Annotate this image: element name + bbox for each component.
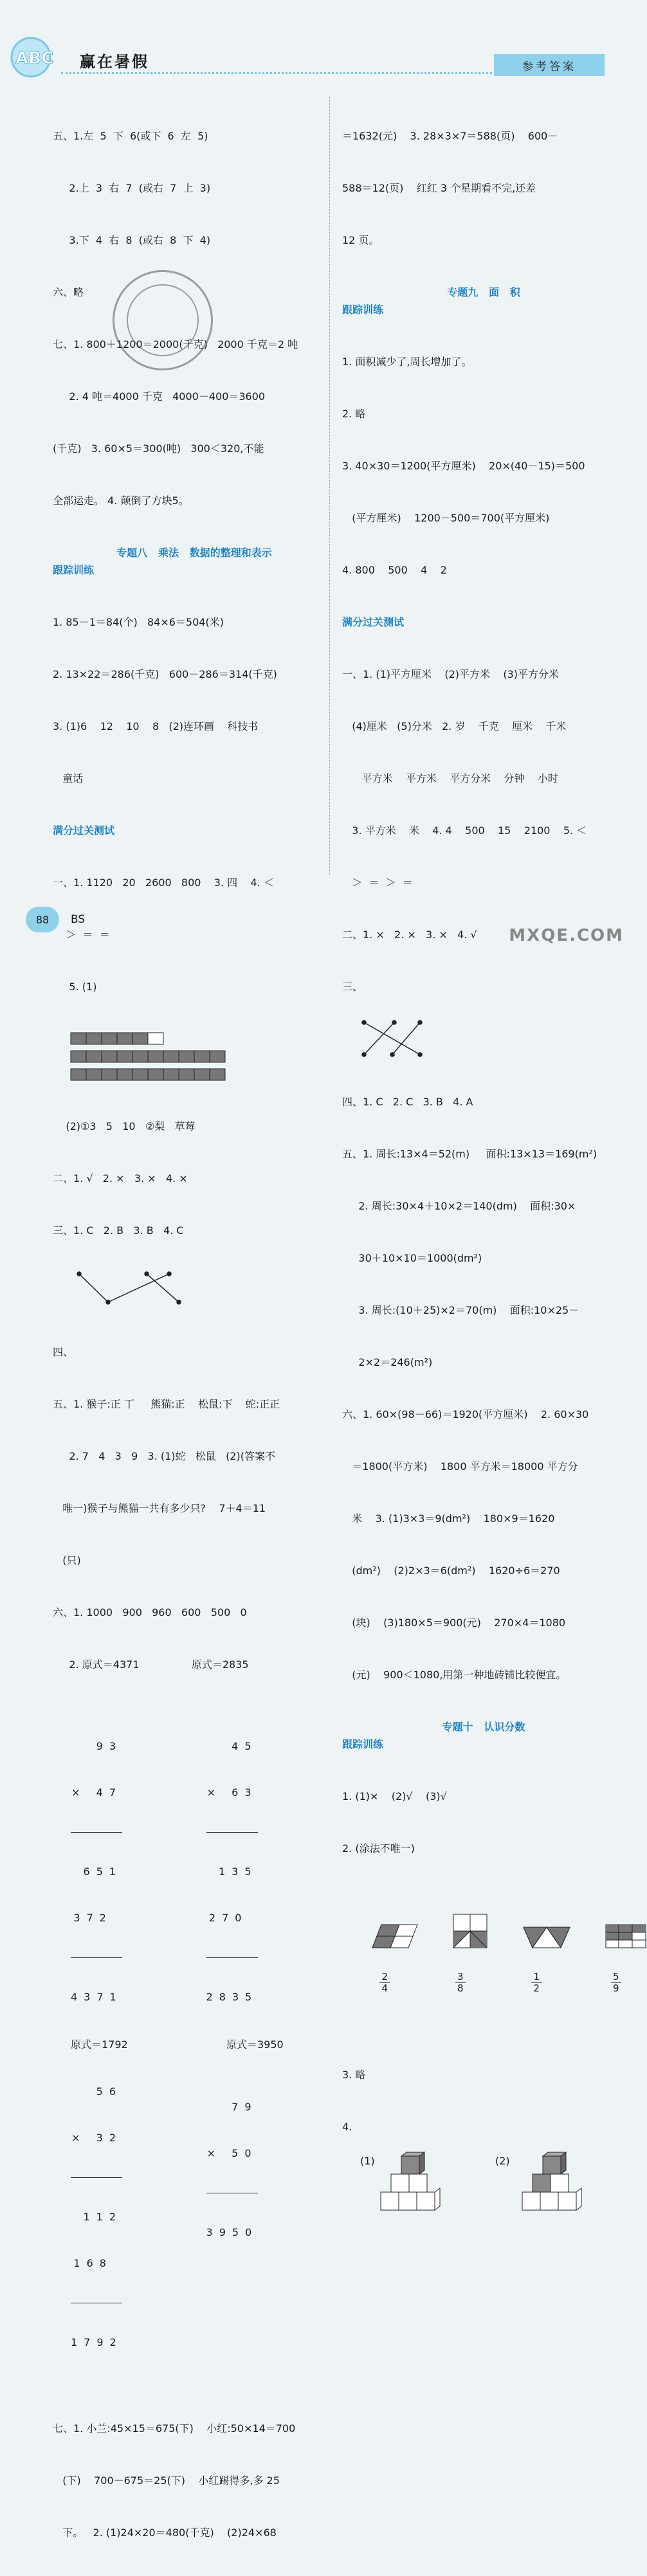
site-watermark: MXQE.COM xyxy=(509,926,624,945)
right-answers-b: 1. 面积减少了,周长增加了。 2. 略 3. 40×30＝1200(平方厘米) 20×(40－15)＝500 (平方厘米) 1200－500＝700(平方厘米) 4. 800 500 4 2 xyxy=(342,356,585,576)
orig-3950: 原式＝3950 xyxy=(226,2038,284,2051)
vertical-calc-93x47: 93 × 47 651 372 4371 xyxy=(71,1740,123,2003)
brand-title: 赢在暑假 xyxy=(80,53,149,71)
fraction-shape-grid: 5 9 xyxy=(585,1906,647,2029)
left-answers-c: 一、1. 1120 20 2600 800 3. 四 4. ＜ ＞ ＝ ＝ 5. (1) xyxy=(53,876,274,993)
right-answers-f: 3. 略 4. xyxy=(342,2069,366,2133)
tracking-heading-right-2: 跟踪训练 xyxy=(342,1738,384,1750)
answer-key-tag: 参考答案 xyxy=(494,54,605,76)
right-answers-e: 1. (1)× (2)√ (3)√ 2. (涂法不唯一) xyxy=(342,1790,447,1855)
cube-stack-2 xyxy=(520,2152,590,2217)
left-answers-e: 七、1. 小兰:45×15＝675(下) 小红:50×14＝700 (下) 700－675＝25(下) 小红踢得多,多 25 下。 2. (1)24×20＝480(千克) (2)24×68 xyxy=(53,2422,296,2539)
left-column xyxy=(53,93,336,2576)
fraction-shape-square: 3 8 xyxy=(433,1896,489,2029)
section-title-8: 专题八 乘法 数据的整理和表示 xyxy=(116,547,272,559)
cross-lines-diagram xyxy=(359,1017,430,1058)
section-title-9: 专题九 面 积 xyxy=(447,286,520,298)
calc-row-2 xyxy=(53,2053,336,2381)
edition-label: BS xyxy=(71,913,86,926)
tracking-heading: 跟踪训练 xyxy=(53,564,95,576)
matching-lines-diagram xyxy=(76,1269,185,1307)
calc-row-1 xyxy=(53,1708,336,2036)
fraction-shapes-row xyxy=(342,1896,625,2029)
right-answers-a: ＝1632(元) 3. 28×3×7＝588(页) 600－ 588＝12(页) 红红 3 个星期看不完,还差 12 页。 xyxy=(342,130,558,246)
abc-logo-icon xyxy=(5,35,62,80)
orig-1792: 原式＝1792 xyxy=(71,2038,128,2051)
vertical-calc-79x50: 79 × 50 3950 xyxy=(206,2101,259,2238)
bar-grid-diagram xyxy=(71,1030,238,1083)
orig-row-2 xyxy=(53,2036,336,2053)
full-test-heading: 满分过关测试 xyxy=(53,824,115,837)
vertical-calc-45x63: 45 × 63 135 270 2835 xyxy=(206,1740,259,2003)
full-test-heading-right: 满分过关测试 xyxy=(342,616,405,628)
page-number: 88 xyxy=(26,907,59,932)
left-answers-b: 1. 85－1＝84(个) 84×6＝504(米) 2. 13×22＝286(千克) 600－286＝314(千克) 3. (1)6 12 10 8 (2)连环画 科技书 童话 xyxy=(53,616,277,785)
section-title-10: 专题十 认识分数 xyxy=(442,1721,525,1733)
header-dotted-line xyxy=(61,72,496,74)
tracking-heading-right: 跟踪训练 xyxy=(342,304,384,316)
left-answers-a: 五、1.左 5 下 6(或下 6 左 5) 2.上 3 右 7 (或右 7 上 3) 3.下 4 右 8 (或右 8 下 4) 六、略 七、1. 800＋1200＝2000(千克) 2000 千克＝2 吨 2. 4 吨＝4000 千克 4000－400＝3600 (千克) 3. 60×5＝300(吨) 300＜320,不能 全部运走。 4. 颠倒了方块5。 xyxy=(53,130,298,507)
right-column xyxy=(342,93,625,2223)
right-answers-c: 一、1. (1)平方厘米 (2)平方米 (3)平方分米 (4)厘米 (5)分米 2. 岁 千克 厘米 千米 平方米 平方米 平方分米 分钟 小时 3. 平方米 米 4. 4 500 15 2100 5. ＜ ＞ ＝ ＞ ＝ 二、1. × 2. × 3. × 4. √ 三、 xyxy=(342,668,587,993)
svg-text:ABC: ABC xyxy=(15,49,54,68)
left-answers-d: (2)①3 5 10 ②梨 草莓 二、1. √ 2. × 3. × 4. × 三、1. C 2. B 3. B 4. C 四、 五、1. 猴子:正 丅 熊猫:正 松鼠:下 蛇:正正 2. 7 4 3 9 3. (1)蛇 松鼠 (2)(答案不 唯一)猴子与熊猫一共有多少只? 7＋4＝11 (只) 六、1. 1000 900 960 600 500 0 2. 原式＝4371 原式＝2835 xyxy=(53,1120,280,1671)
fraction-shape-trapezoid: 1 2 xyxy=(502,1909,571,2029)
fraction-shape-parallelogram: 2 4 xyxy=(351,1906,419,2029)
cube-stack-1 xyxy=(378,2152,449,2217)
vertical-calc-56x32: 56 × 32 112 168 1792 xyxy=(71,2085,123,2348)
cube-figures: (1) (2) xyxy=(342,2152,625,2223)
right-answers-d: 四、1. C 2. C 3. B 4. A 五、1. 周长:13×4＝52(m) 面积:13×13＝169(m²) 2. 周长:30×4＋10×2＝140(dm) 面积:30× 30＋10×10＝1000(dm²) 3. 周长:(10＋25)×2＝70(m) 面积:10×25－ 2×2＝246(m²) 六、1. 60×(98－66)＝1920(平方厘米) 2. 60×30 ＝1800(平方米) 1800 平方米＝18000 平方分 米 3. (1)3×3＝9(dm²) 180×9＝1620 (dm²) (2)2×3＝6(dm²) 1620÷6＝270 (块) (3)180×5＝900(元) 270×4＝1080 (元) 900＜1080,用第一种地砖铺比较便宜。 xyxy=(342,1096,597,1681)
